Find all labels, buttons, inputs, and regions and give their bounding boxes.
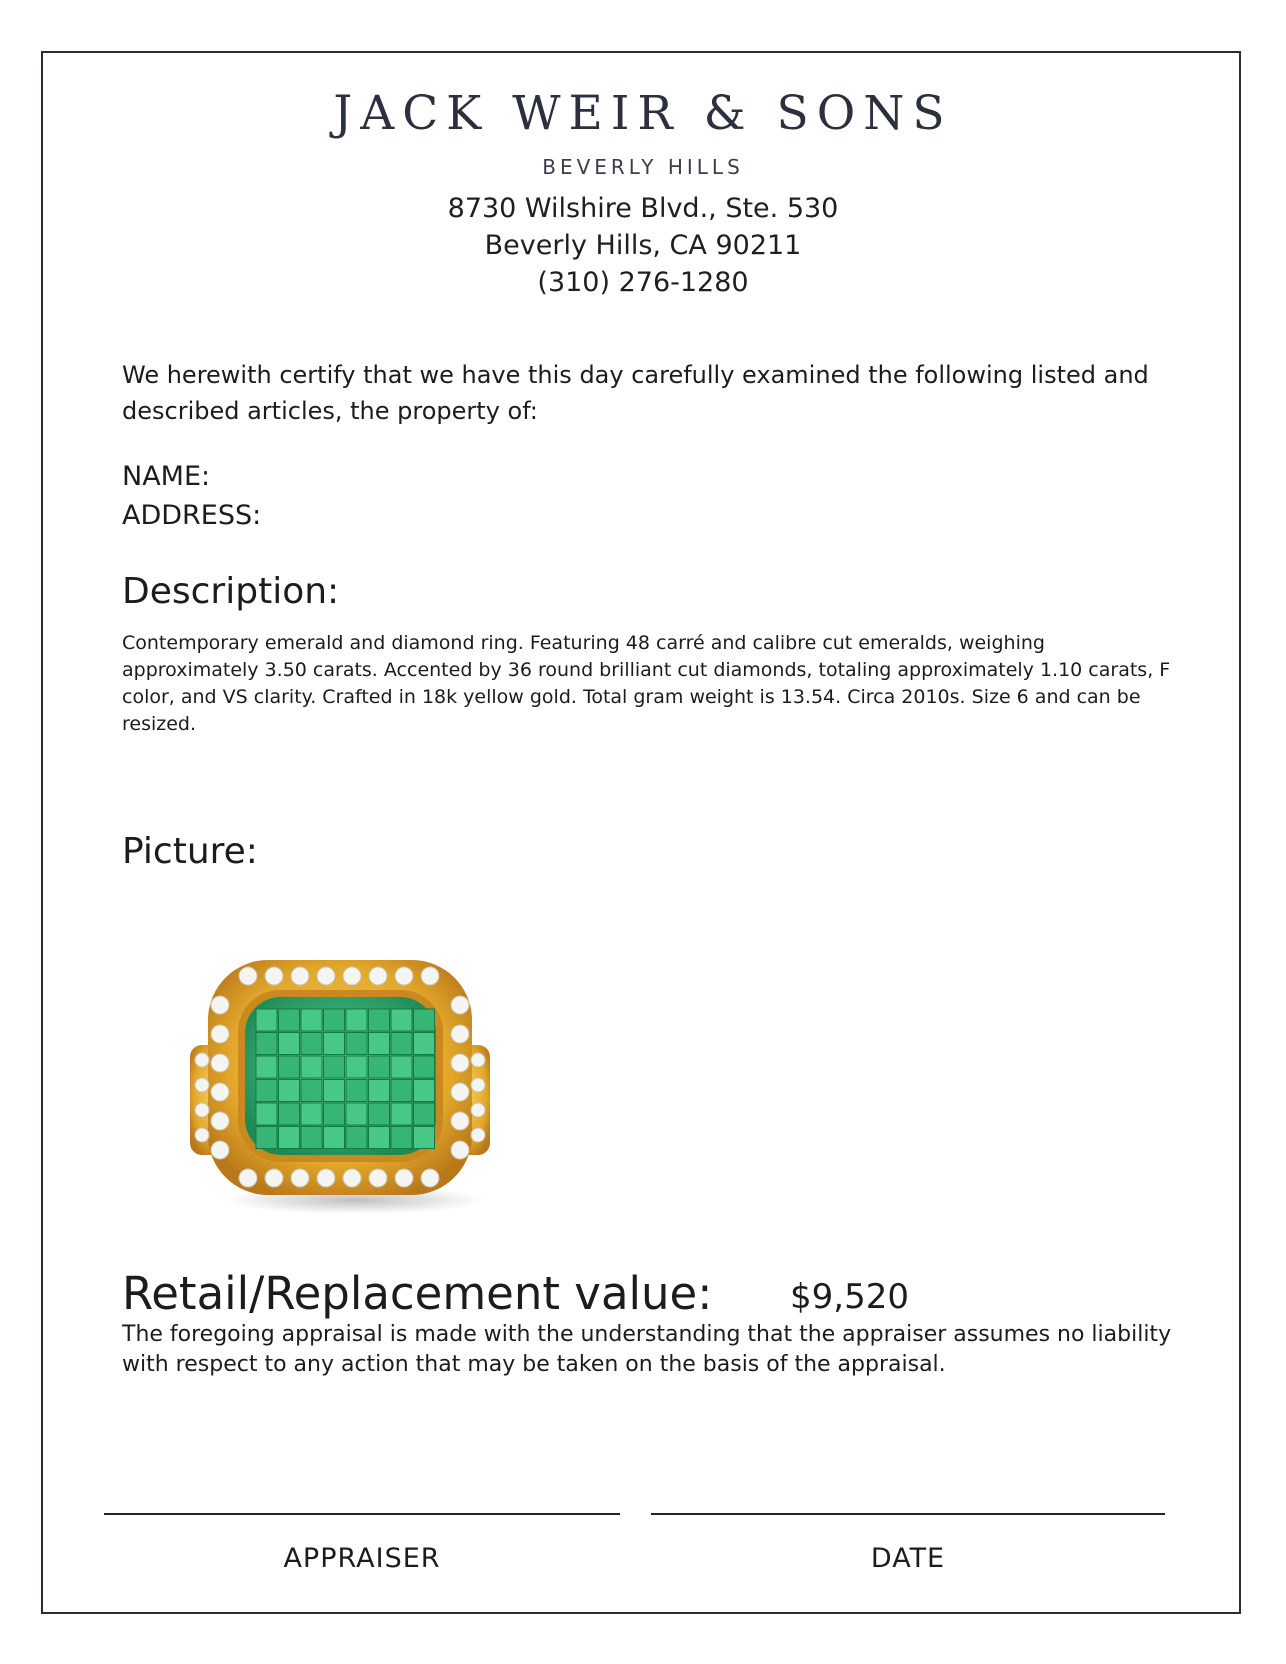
diamond-stone [471, 1053, 485, 1067]
emerald-stone [324, 1080, 345, 1102]
diamond-stone [211, 1141, 229, 1159]
value-label: Retail/Replacement value: [122, 1267, 713, 1320]
diamond-stone [395, 1169, 413, 1187]
emerald-stone [279, 1009, 300, 1031]
certification-text: We herewith certify that we have this day carefully examined the following listed and described articles, the property of: [122, 361, 1149, 425]
emerald-stone [324, 1127, 345, 1149]
emerald-stone [256, 1056, 277, 1078]
appraiser-label: APPRAISER [283, 1543, 441, 1574]
diamond-stone [421, 1169, 439, 1187]
diamond-stone [471, 1103, 485, 1117]
address-label: ADDRESS: [122, 500, 262, 531]
emerald-stone [346, 1103, 367, 1125]
emerald-stone [324, 1103, 345, 1125]
diamond-stone [471, 1128, 485, 1142]
emerald-stone [391, 1080, 412, 1102]
emerald-stone [414, 1103, 435, 1125]
emerald-stone [301, 1033, 322, 1055]
diamond-stone [343, 1169, 361, 1187]
diamond-stone [451, 1025, 469, 1043]
emerald-stone [414, 1033, 435, 1055]
emerald-stone [369, 1127, 390, 1149]
diamond-stone [195, 1103, 209, 1117]
diamond-stone [239, 967, 257, 985]
emerald-stone [391, 1033, 412, 1055]
value-amount: $9,520 [790, 1277, 909, 1317]
description-text: Contemporary emerald and diamond ring. Featuring 48 carré and calibre cut emeralds, weighing approximately 3.50 carats. Accented by 36 round brilliant cut diamonds, totaling approximately 1.10 carats, F color, and VS clarity. Crafted in 18k yellow gold. Total gram weight is 13.54. Circa 2010s. Size 6 and can be resized. [122, 632, 1171, 735]
diamond-stone [265, 1169, 283, 1187]
diamond-stone [291, 967, 309, 985]
diamond-stone [451, 1141, 469, 1159]
emerald-stone [279, 1103, 300, 1125]
emerald-stone [324, 1033, 345, 1055]
emerald-stone [346, 1127, 367, 1149]
emerald-stone [369, 1056, 390, 1078]
emerald-stone [256, 1080, 277, 1102]
diamond-stone [265, 967, 283, 985]
diamond-stone [471, 1078, 485, 1092]
diamond-stone [451, 1054, 469, 1072]
diamond-stone [211, 1054, 229, 1072]
diamond-stone [395, 967, 413, 985]
address-line-2: Beverly Hills, CA 90211 [484, 230, 802, 261]
emerald-stone [369, 1009, 390, 1031]
diamond-stone [211, 1025, 229, 1043]
diamond-stone [195, 1128, 209, 1142]
diamond-stone [291, 1169, 309, 1187]
emerald-stone [324, 1056, 345, 1078]
diamond-stone [421, 967, 439, 985]
company-name: JACK WEIR & SONS [333, 86, 953, 141]
company-location: BEVERLY HILLS [542, 155, 744, 179]
emerald-stone [369, 1080, 390, 1102]
diamond-stone [211, 996, 229, 1014]
diamond-stone [451, 1083, 469, 1101]
appraiser-signature-line [104, 1513, 620, 1515]
diamond-stone [451, 1112, 469, 1130]
emerald-stone [256, 1103, 277, 1125]
emerald-stone [369, 1103, 390, 1125]
diamond-stone [239, 1169, 257, 1187]
emerald-stone [346, 1033, 367, 1055]
emerald-stone [414, 1009, 435, 1031]
date-signature-line [651, 1513, 1165, 1515]
phone-number: (310) 276-1280 [537, 267, 749, 298]
emerald-stone [391, 1056, 412, 1078]
diamond-stone [343, 967, 361, 985]
diamond-stone [369, 967, 387, 985]
name-label: NAME: [122, 461, 211, 492]
diamond-stone [369, 1169, 387, 1187]
disclaimer-text: The foregoing appraisal is made with the understanding that the appraiser assumes no liability with respect to any action that may be taken on the basis of the appraisal. [122, 1322, 1172, 1377]
emerald-stone [279, 1127, 300, 1149]
emerald-stone [301, 1080, 322, 1102]
emerald-stone [346, 1009, 367, 1031]
date-label: DATE [870, 1543, 946, 1574]
address-line-1: 8730 Wilshire Blvd., Ste. 530 [447, 193, 839, 224]
emerald-stone [279, 1033, 300, 1055]
emerald-stone [279, 1080, 300, 1102]
emerald-stone [301, 1056, 322, 1078]
emerald-stone [256, 1033, 277, 1055]
emerald-stone [256, 1009, 277, 1031]
emerald-stone [346, 1056, 367, 1078]
emerald-stone [301, 1009, 322, 1031]
emerald-stone [391, 1103, 412, 1125]
diamond-stone [195, 1078, 209, 1092]
emerald-stone [301, 1127, 322, 1149]
diamond-stone [211, 1112, 229, 1130]
emerald-stone [279, 1056, 300, 1078]
emerald-stone [391, 1009, 412, 1031]
diamond-stone [317, 967, 335, 985]
diamond-stone [195, 1053, 209, 1067]
emerald-stone [391, 1127, 412, 1149]
diamond-stone [317, 1169, 335, 1187]
diamond-stone [211, 1083, 229, 1101]
emerald-stone [256, 1127, 277, 1149]
emerald-stone [414, 1056, 435, 1078]
emerald-stone [414, 1080, 435, 1102]
description-heading: Description: [122, 571, 340, 612]
emerald-stone [346, 1080, 367, 1102]
emerald-diamond-ring-image [190, 960, 500, 1220]
emerald-stone [369, 1033, 390, 1055]
emerald-stone [414, 1127, 435, 1149]
diamond-stone [451, 996, 469, 1014]
emerald-stone [324, 1009, 345, 1031]
picture-heading: Picture: [122, 831, 258, 872]
emerald-stone [301, 1103, 322, 1125]
